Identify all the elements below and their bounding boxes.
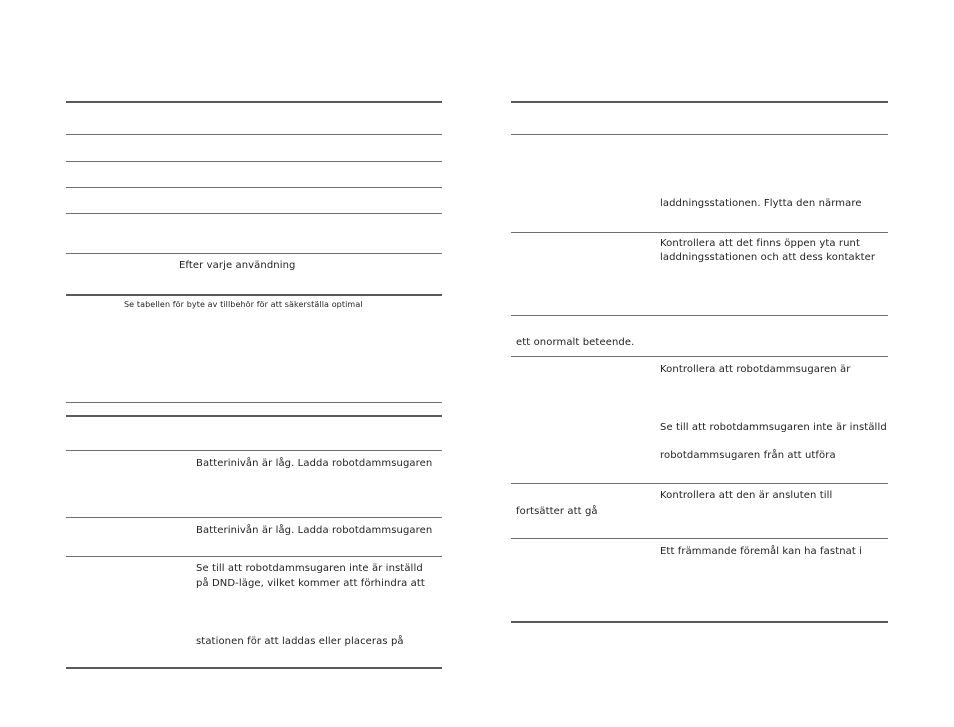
right-issue-row5: fortsätter att gå xyxy=(516,506,598,517)
right-row-divider xyxy=(511,134,888,135)
fault-solution-battery-1: Batterinivån är låg. Ladda robotdammsugaren xyxy=(196,458,433,469)
fault-solution-dnd-line: på DND-läge, vilket kommer att förhindra att xyxy=(196,578,425,589)
left-maint-row-divider xyxy=(66,187,442,188)
right-solution-row2-line: laddningsstationen och att dess kontakter xyxy=(660,252,876,263)
left-maint-bottom-rule xyxy=(66,294,442,296)
right-solution-row6: Ett främmande föremål kan ha fastnat i xyxy=(660,546,863,557)
fault-solution-dnd-line: stationen för att laddas eller placeras på xyxy=(196,636,404,647)
right-table-bottom-rule xyxy=(511,621,888,623)
right-issue-row3: ett onormalt beteende. xyxy=(516,337,635,348)
left-maint-row-divider xyxy=(66,253,442,254)
left-maint-row-divider xyxy=(66,161,442,162)
maint-note: Se tabellen för byte av tillbehör för att säkerställa optimal xyxy=(124,300,363,309)
left-fault-row-divider xyxy=(66,517,442,518)
right-solution-row4-line: robotdammsugaren från att utföra xyxy=(660,450,836,461)
left-fault-row-divider xyxy=(66,450,442,451)
left-fault-row-divider xyxy=(66,556,442,557)
right-row-divider xyxy=(511,232,888,233)
maint-frequency-cell: Efter varje användning xyxy=(179,260,296,271)
left-maint-row-divider xyxy=(66,213,442,214)
left-fault-bottom-rule xyxy=(66,667,442,669)
right-solution-row5: Kontrollera att den är ansluten till xyxy=(660,490,833,501)
right-row-divider xyxy=(511,483,888,484)
left-fault-pre-rule xyxy=(66,402,442,403)
left-fault-top-rule xyxy=(66,415,442,417)
left-maint-top-rule xyxy=(66,101,442,103)
right-solution-row4-line: Se till att robotdammsugaren inte är inställd xyxy=(660,422,887,433)
right-row-divider xyxy=(511,356,888,357)
fault-solution-battery-2: Batterinivån är låg. Ladda robotdammsugaren xyxy=(196,525,433,536)
right-row-divider xyxy=(511,315,888,316)
right-row-divider xyxy=(511,538,888,539)
right-solution-row2-line: Kontrollera att det finns öppen yta runt xyxy=(660,238,861,249)
right-table-top-rule xyxy=(511,101,888,103)
right-solution-row1: laddningsstationen. Flytta den närmare xyxy=(660,198,862,209)
left-maint-row-divider xyxy=(66,134,442,135)
fault-solution-dnd-line: Se till att robotdammsugaren inte är inställd xyxy=(196,563,423,574)
right-solution-row4-line: Kontrollera att robotdammsugaren är xyxy=(660,364,851,375)
